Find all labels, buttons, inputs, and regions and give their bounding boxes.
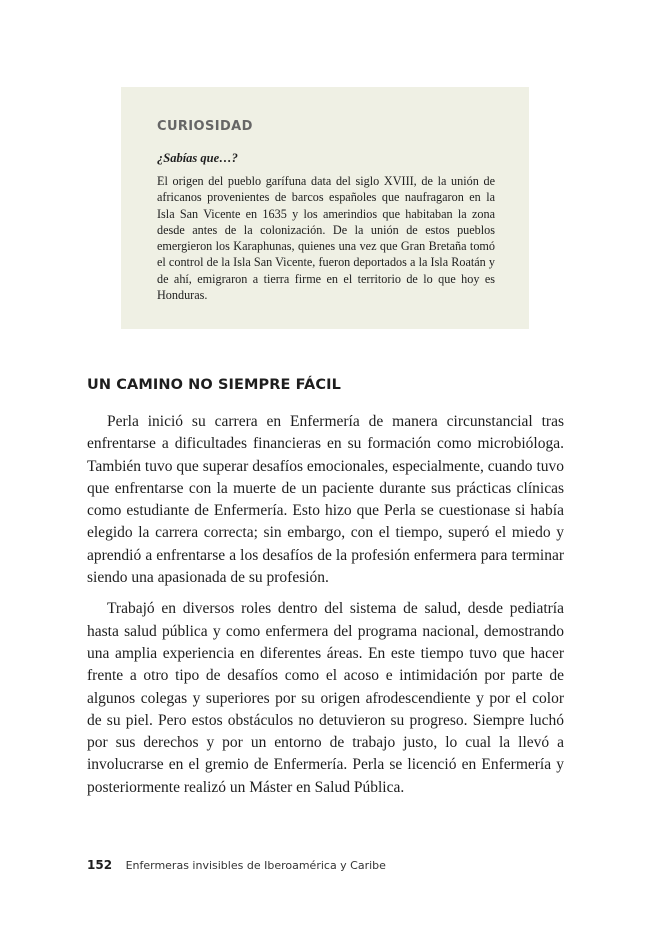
callout-body: El origen del pueblo garífuna data del siglo XVIII, de la unión de africanos provenientes de barcos españoles que naufragaron en la Isla San Vicente en 1635 y los amerindios que habitaban la zona desde antes de la colonización. De la unión de estos pueblos emergieron los Karaphunas, quienes una vez que Gran Bretaña tomó el control de la Isla San Vicente, fueron deportados a la Isla Roatán y de ahí, emigraron a tierra firme en el territorio de lo que hoy es Honduras. [157, 174, 495, 303]
page-footer [87, 858, 386, 873]
section-heading: UN CAMINO NO SIEMPRE FÁCIL [87, 377, 341, 393]
page-number: 152 [87, 858, 113, 872]
paragraph: Perla inició su carrera en Enfermería de manera circunstancial tras enfrentarse a dificultades financieras en su formación como microbióloga. También tuvo que superar desafíos emocionales, especialmente, cuando tuvo que enfrentarse con la muerte de un paciente durante sus prácticas clínicas como estudiante de Enfermería. Esto hizo que Perla se cuestionase si había elegido la carrera correcta; sin embargo, con el tiempo, superó el miedo y aprendió a enfrentarse a los desafíos de la profesión enfermera para terminar siendo una apasionada de su profesión. [87, 413, 564, 587]
running-title: Enfermeras invisibles de Iberoamérica y Caribe [125, 859, 386, 872]
curiosity-callout-box [121, 87, 529, 329]
paragraph: Trabajó en diversos roles dentro del sistema de salud, desde pediatría hasta salud pública y como enfermera del programa nacional, demostrando una amplia experiencia en diferentes áreas. En este tiempo tuvo que hacer frente a otro tipo de desafíos como el acoso e intimidación por parte de algunos colegas y superiores por su origen afrodescendiente y por el color de su piel. Pero estos obstáculos no detuvieron su progreso. Siempre luchó por sus derechos y por un entorno de trabajo justo, lo cual la llevó a involucrarse en el gremio de Enfermería. Perla se licenció en Enfermería y posteriormente realizó un Máster en Salud Pública. [87, 600, 564, 796]
body-text [87, 411, 564, 808]
callout-heading: CURIOSIDAD [157, 119, 253, 134]
callout-question: ¿Sabías que…? [157, 151, 238, 165]
